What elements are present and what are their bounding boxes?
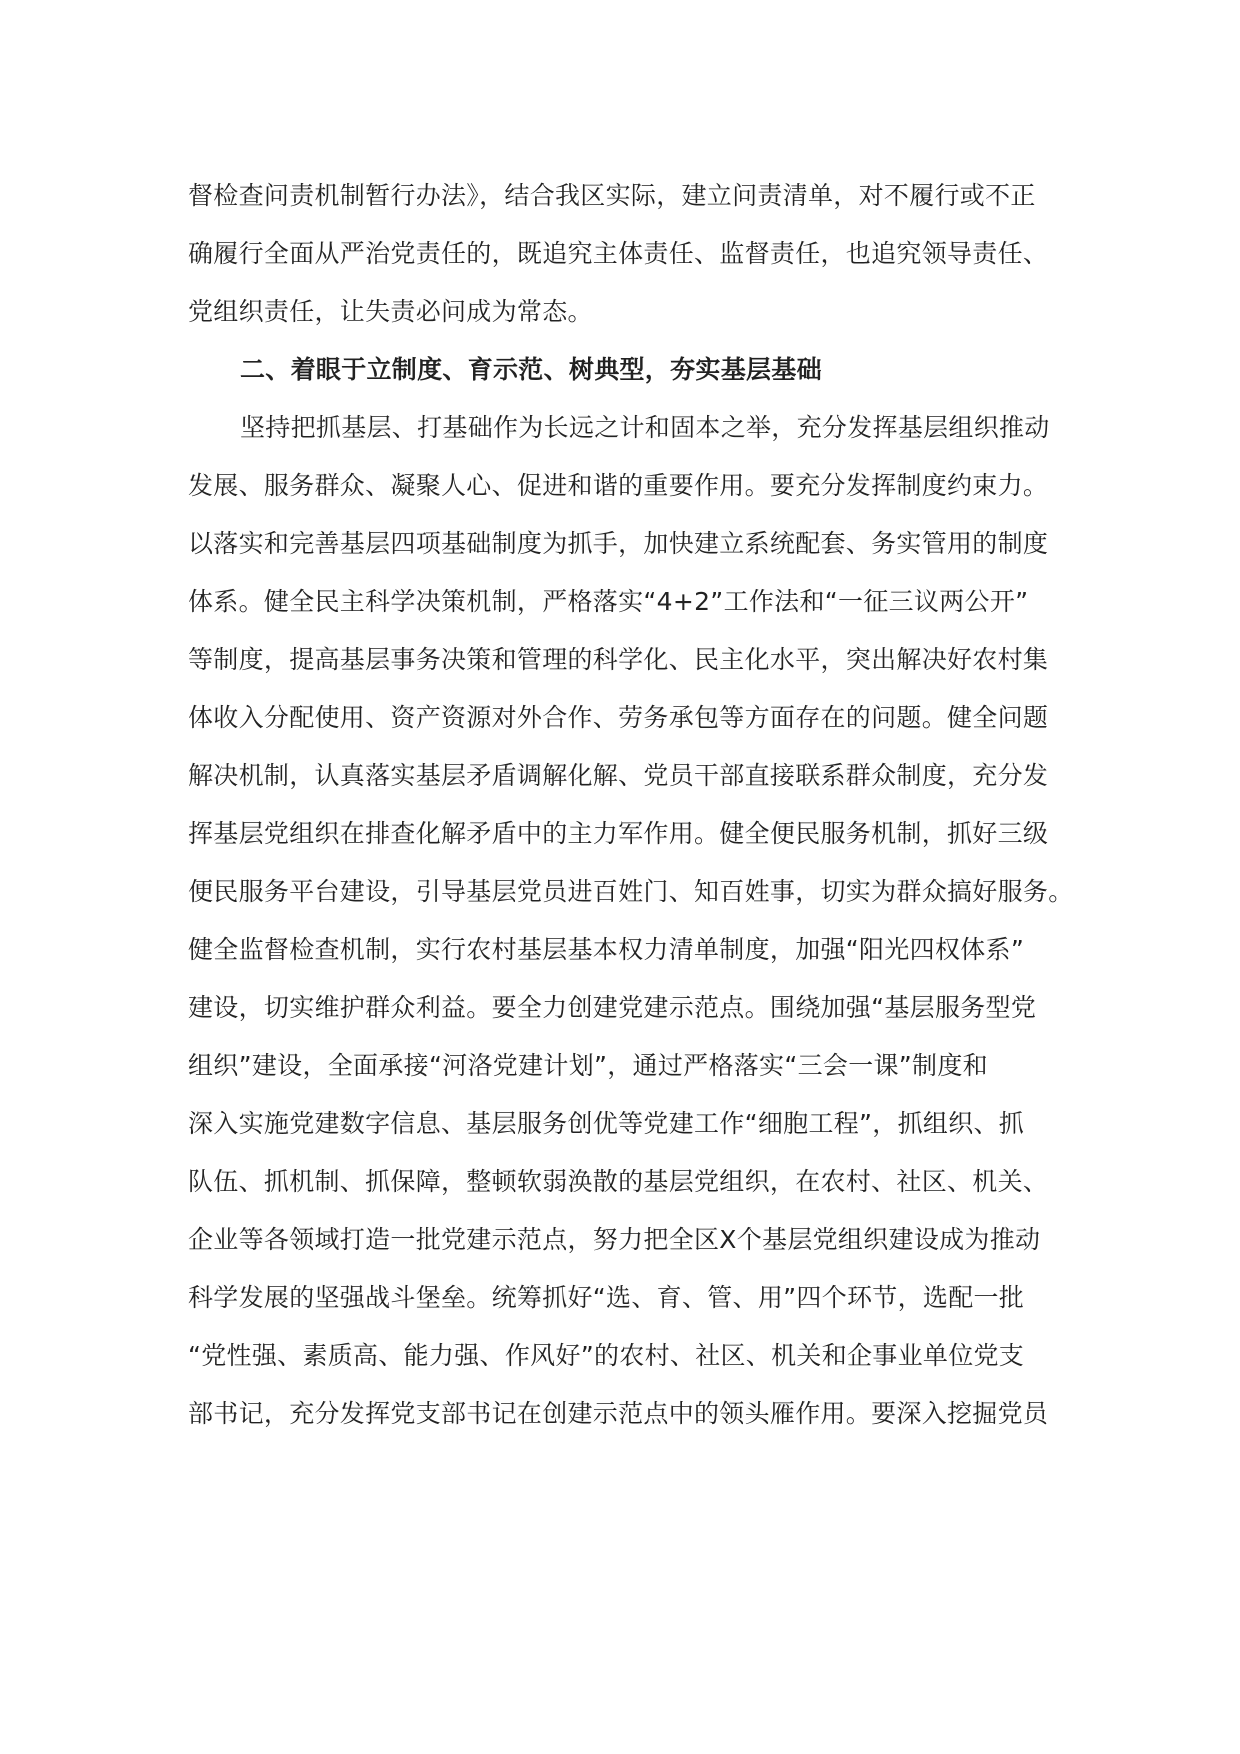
body-text-line: 解决机制，认真落实基层矛盾调解化解、党员干部直接联系群众制度，充分发 xyxy=(188,761,1049,790)
body-text-line: 便民服务平台建设，引导基层党员进百姓门、知百姓事，切实为群众搞好服务。 xyxy=(188,877,1074,906)
body-text-line: 建设，切实维护群众利益。要全力创建党建示范点。围绕加强“基层服务型党 xyxy=(188,993,1037,1022)
body-text-line: 企业等各领域打造一批党建示范点，努力把全区X个基层党组织建设成为推动 xyxy=(188,1225,1041,1254)
body-text-line: 健全监督检查机制，实行农村基层基本权力清单制度，加强“阳光四权体系” xyxy=(188,935,1025,964)
body-text-line: 党组织责任，让失责必问成为常态。 xyxy=(188,297,593,326)
body-text-line: 督检查问责机制暂行办法》，结合我区实际，建立问责清单，对不履行或不正 xyxy=(188,181,1036,210)
paragraph-first-line: 坚持把抓基层、打基础作为长远之计和固本之举，充分发挥基层组织推动 xyxy=(240,413,1050,442)
body-text-line: “党性强、素质高、能力强、作风好”的农村、社区、机关和企事业单位党支 xyxy=(188,1341,1025,1370)
body-text-line: 组织”建设，全面承接“河洛党建计划”，通过严格落实“三会一课”制度和 xyxy=(188,1051,988,1080)
body-text-line: 挥基层党组织在排查化解矛盾中的主力军作用。健全便民服务机制，抓好三级 xyxy=(188,819,1049,848)
body-text-line: 以落实和完善基层四项基础制度为抓手，加快建立系统配套、务实管用的制度 xyxy=(188,529,1049,558)
body-text-line: 深入实施党建数字信息、基层服务创优等党建工作“细胞工程”，抓组织、抓 xyxy=(188,1109,1025,1138)
body-text-line: 队伍、抓机制、抓保障，整顿软弱涣散的基层党组织，在农村、社区、机关、 xyxy=(188,1167,1049,1196)
body-text-line: 体系。健全民主科学决策机制，严格落实“4+2”工作法和“一征三议两公开” xyxy=(188,587,1029,616)
body-text-line: 科学发展的坚强战斗堡垒。统筹抓好“选、育、管、用”四个环节，选配一批 xyxy=(188,1283,1025,1312)
body-text-line: 发展、服务群众、凝聚人心、促进和谐的重要作用。要充分发挥制度约束力。 xyxy=(188,471,1049,500)
body-text-line: 部书记，充分发挥党支部书记在创建示范点中的领头雁作用。要深入挖掘党员 xyxy=(188,1399,1049,1428)
body-text-line: 等制度，提高基层事务决策和管理的科学化、民主化水平，突出解决好农村集 xyxy=(188,645,1049,674)
body-text-line: 确履行全面从严治党责任的，既追究主体责任、监督责任，也追究领导责任、 xyxy=(188,239,1049,268)
section-heading: 二、着眼于立制度、育示范、树典型，夯实基层基础 xyxy=(240,355,822,384)
body-text-line: 体收入分配使用、资产资源对外合作、劳务承包等方面存在的问题。健全问题 xyxy=(188,703,1049,732)
